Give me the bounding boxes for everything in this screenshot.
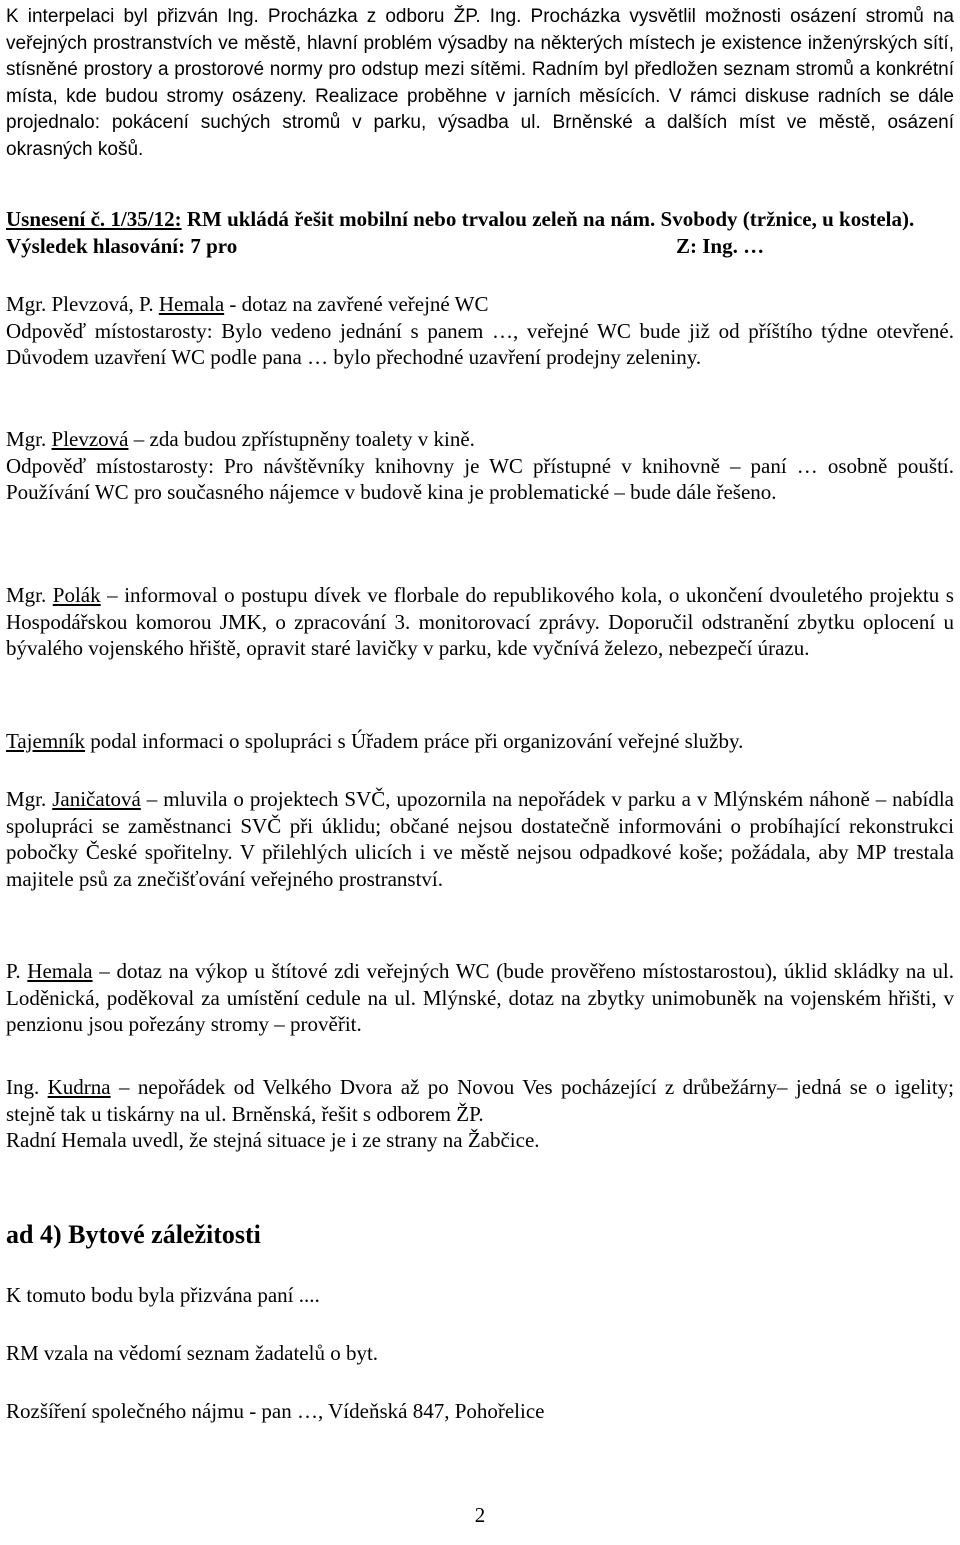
speaker-name: Hemala	[27, 959, 93, 983]
speaker-prefix: Mgr. Plevzová, P.	[6, 292, 159, 316]
query-text: - dotaz na zavřené veřejné WC	[224, 292, 489, 316]
section-line-3: Rozšíření společného nájmu - pan …, Vídeňská 847, Pohořelice	[6, 1399, 545, 1423]
section-heading: ad 4) Bytové záležitosti	[6, 1220, 261, 1249]
paragraph-secretary	[6, 728, 954, 755]
paragraph-wc-query	[6, 291, 954, 371]
paragraph-cinema-toilets	[6, 426, 954, 506]
speaker-prefix: Mgr.	[6, 427, 52, 451]
report-text: – mluvila o projektech SVČ, upozornila na nepořádek v parku a v Mlýnském náhoně – nabídla spolupráci se zaměstnanci SVČ při úklidu; občané nejsou dostatečně informováni o probíhající rekonstrukci pobočky České spořitelny. V přilehlých ulicích i ve městě nejsou odpadkové koše; požádala, aby MP trestala majitele psů za znečišťování veřejného prostranství.	[6, 787, 954, 891]
paragraph-hemala	[6, 958, 954, 1038]
paragraph-interpellation: K interpelaci byl přizván Ing. Procházka z odboru ŽP. Ing. Procházka vysvětlil možnosti osázení stromů na veřejných prostranstvích ve městě, hlavní problém výsadby na některých místech je existence inženýrských sítí, stísněné prostory a prostorové normy pro odstup mezi sítěmi. Radním byl předložen seznam stromů a konkrétní místa, kde budou stromy osázeny. Realizace proběhne v jarních měsících. V rámci diskuse radních se dále projednalo: pokácení suchých stromů v parku, výsadba ul. Brněnské a dalších míst ve městě, osázení okrasných košů.	[6, 6, 954, 160]
report-text: – informoval o postupu dívek ve florbale do republikového kola, o ukončení dvouletého projektu s Hospodářskou komorou JMK, o zpracování 3. monitorovací zprávy. Doporučil odstranění zbytku oplocení u bývalého vojenského hřiště, opravit staré lavičky v parku, kde vyčnívá železo, nebezpečí úrazu.	[6, 583, 954, 660]
resolution-label: Usnesení č. 1/35/12:	[6, 207, 182, 231]
report-text: – nepořádek od Velkého Dvora až po Novou Ves pocházející z drůbežárny– jedná se o igelity; stejně tak u tiskárny na ul. Brněnská, řešit s odborem ŽP.	[6, 1075, 955, 1126]
paragraph-polak	[6, 582, 954, 662]
speaker-name: Janičatová	[52, 787, 141, 811]
extra-note: Radní Hemala uvedl, že stejná situace je i ze strany na Žabčice.	[6, 1128, 540, 1152]
resolution-text: RM ukládá řešit mobilní nebo trvalou zeleň na nám. Svobody (tržnice, u kostela).	[181, 207, 915, 231]
report-text: – dotaz na výkop u štítové zdi veřejných WC (bude prověřeno místostarostou), úklid skládky na ul. Loděnická, poděkoval za umístění cedule na ul. Mlýnské, dotaz na zbytky unimobuněk na vojenském hřišti, v penzionu jsou pořezány stromy – prověřit.	[6, 959, 954, 1036]
speaker-name: Plevzová	[51, 427, 129, 451]
speaker-prefix: Mgr.	[6, 787, 53, 811]
report-text: podal informaci o spolupráci s Úřadem práce při organizování veřejné služby.	[85, 729, 744, 753]
resolution	[6, 206, 954, 259]
resolution-responsible: Z: Ing. …	[676, 233, 765, 258]
speaker-prefix: Ing.	[6, 1075, 48, 1099]
speaker-prefix: Mgr.	[6, 583, 53, 607]
section-line-1: K tomuto bodu byla přizvána paní ....	[6, 1283, 320, 1307]
section-line-2: RM vzala na vědomí seznam žadatelů o byt.	[6, 1341, 379, 1365]
resolution-vote: Výsledek hlasování: 7 pro	[6, 233, 238, 258]
speaker-name: Tajemník	[6, 729, 86, 753]
speaker-prefix: P.	[6, 959, 28, 983]
paragraph-kudrna	[6, 1074, 954, 1154]
speaker-name: Kudrna	[47, 1075, 111, 1099]
paragraph-janicatova	[6, 786, 954, 892]
query-text: – zda budou zpřístupněny toalety v kině.	[128, 427, 475, 451]
page-number: 2	[474, 1503, 486, 1527]
speaker-name: Polák	[52, 583, 101, 607]
answer-text: Odpověď místostarosty: Bylo vedeno jednání s panem …, veřejné WC bude již od příštího týdne otevřené. Důvodem uzavření WC podle pana … bylo přechodné uzavření prodejny zeleniny.	[6, 318, 954, 369]
answer-text: Odpověď místostarosty: Pro návštěvníky knihovny je WC přístupné v knihovně – paní … osobně pouští. Používání WC pro současného nájemce v budově kina je problematické – bude dále řešeno.	[6, 453, 954, 504]
speaker-name: Hemala	[158, 292, 225, 316]
